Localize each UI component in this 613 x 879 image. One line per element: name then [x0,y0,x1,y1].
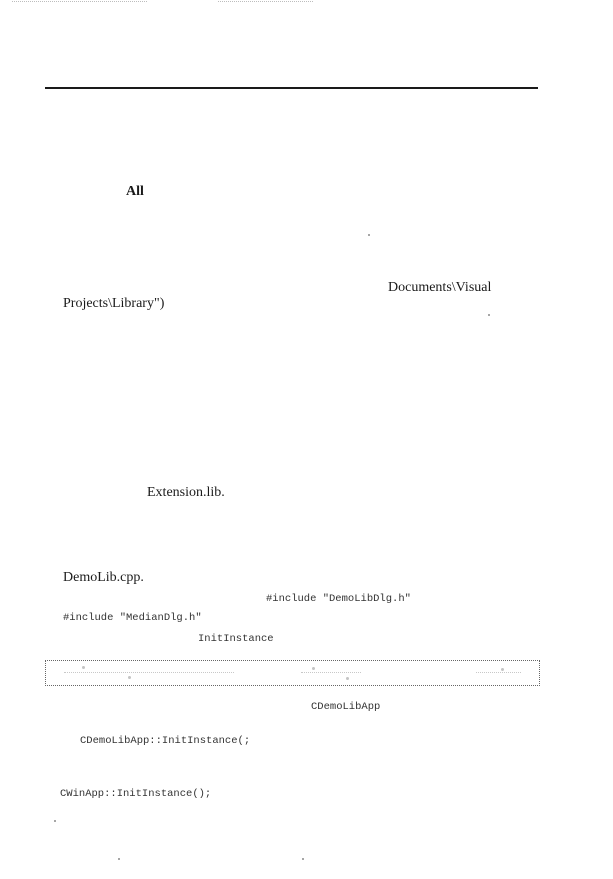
projects-library-text: Projects\Library") [63,296,165,311]
scan-speck [312,667,315,670]
documents-visual-text: Documents\Visual [388,280,492,295]
stray-mark [488,314,490,316]
stray-mark [302,858,304,860]
initinstance-code: InitInstance [198,633,274,645]
section-rule [45,87,538,89]
include-demolibdlg-code: #include "DemoLibDlg.h" [266,593,411,605]
scanned-code-box [45,660,540,686]
cdemolibapp-code: CDemoLibApp [311,701,381,713]
stray-mark [118,858,120,860]
scan-noise [64,672,234,674]
demolib-cpp-text: DemoLib.cpp. [63,570,144,585]
scan-speck [82,666,85,669]
scan-speck [346,677,349,680]
header-noise-left [12,1,147,5]
extension-lib-text: Extension.lib. [147,485,225,500]
scan-noise [476,672,521,674]
include-mediandlg-code: #include "MedianDlg.h" [63,612,202,624]
scan-speck [501,668,504,671]
all-bold-word: All [126,184,144,199]
header-noise-right [218,1,313,5]
scan-speck [128,676,131,679]
cwinapp-initinstance-code: CWinApp::InitInstance(); [60,788,212,800]
stray-mark [54,820,56,822]
stray-mark [368,234,370,236]
cdemolibapp-initinstance-code: CDemoLibApp::InitInstance(; [80,735,251,747]
scan-noise [301,672,361,674]
